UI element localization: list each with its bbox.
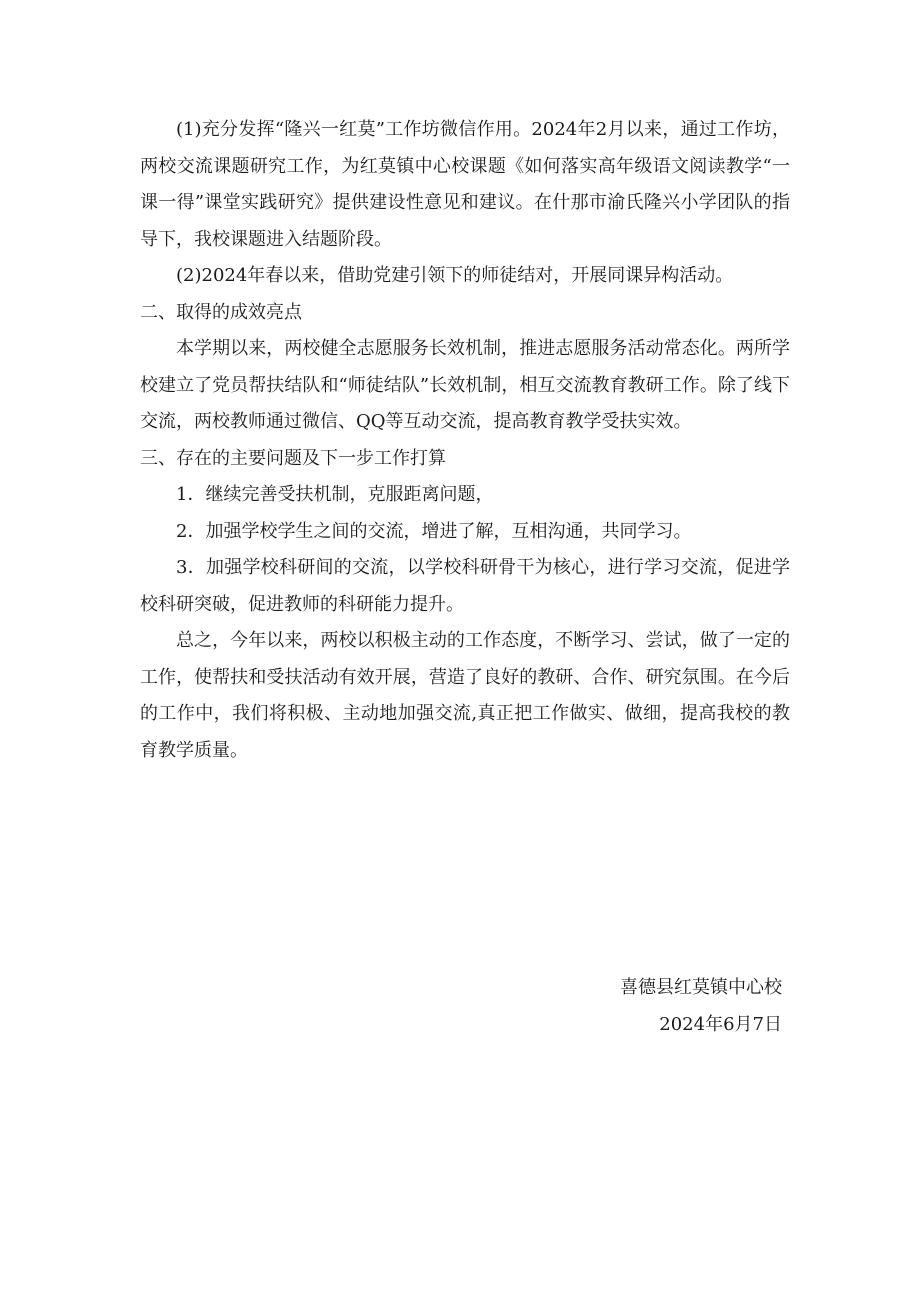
signature-organization: 喜德县红莫镇中心校 (620, 977, 782, 998)
paragraph-wechat-workshop: (1)充分发挥“隆兴一红莫”工作坊微信作用。2024年2月以来，通过工作坊，两校交流课题研究工作，为红莫镇中心校课题《如何落实高年级语文阅读教学“一课一得”课堂实践研究》提供建设性意见和建议。在什那市渝氏隆兴小学团队的指导下，我校课题进入结题阶段。 (140, 119, 790, 250)
section-heading-problems: 三、存在的主要问题及下一步工作打算 (140, 447, 446, 469)
list-item-1: 1．继续完善受扶机制，克服距离问题， (176, 484, 494, 505)
signature-date: 2024年6月7日 (659, 1014, 782, 1035)
paragraph-mentor-pairing: (2)2024年春以来，借助党建引领下的师徒结对，开展同课异构活动。 (176, 265, 734, 286)
paragraph-conclusion: 总之，今年以来，两校以积极主动的工作态度，不断学习、尝试，做了一定的工作，使帮扶和受扶活动有效开展，营造了良好的教研、合作、研究氛围。在今后的工作中，我们将积极、主动地加强交流,真正把工作做实、做细，提高我校的教育教学质量。 (140, 630, 790, 761)
document-body (140, 112, 790, 769)
paragraph-achievements: 本学期以来，两校健全志愿服务长效机制，推进志愿服务活动常态化。两所学校建立了党员帮扶结队和“师徒结队”长效机制，相互交流教育教研工作。除了线下交流，两校教师通过微信、QQ等互动交流，提高教育教学受扶实效。 (140, 338, 790, 432)
list-item-2: 2．加强学校学生之间的交流，增进了解，互相沟通，共同学习。 (176, 520, 692, 542)
section-heading-achievements: 二、取得的成效亮点 (140, 301, 302, 323)
list-item-3: 3．加强学校科研间的交流，以学校科研骨干为核心，进行学习交流，促进学校科研突破，促进教师的科研能力提升。 (140, 557, 790, 615)
